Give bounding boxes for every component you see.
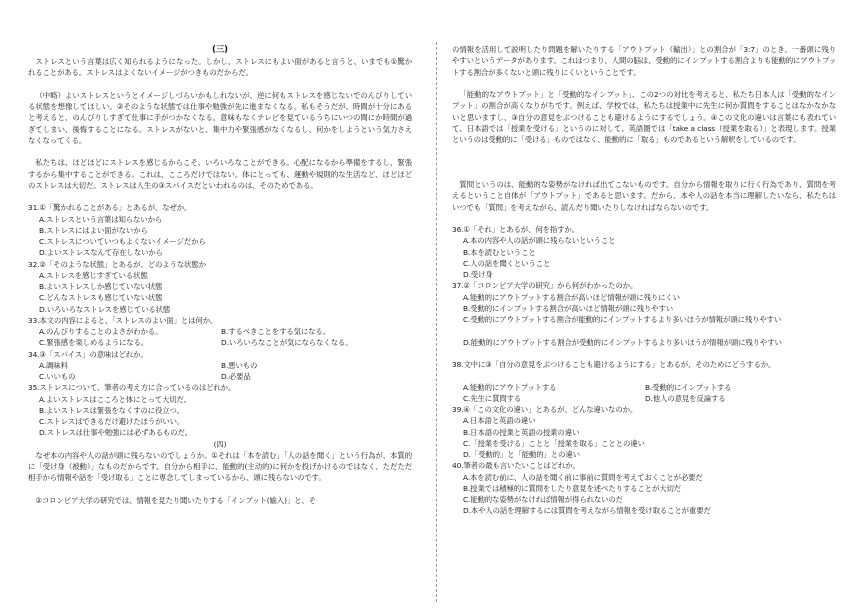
- passage-4-paragraph-2: ②コロンビア大学の研究では、情報を見たり聞いたりする「インプット(输入)」と、そ: [35, 495, 316, 505]
- question-33: 33.本文の内容によると、「ストレスのよい面」とは何か。: [28, 315, 218, 325]
- passage-3-paragraph-1: ストレスという言葉は広く知られるようになった。しかし、ストレスにもよい面があると言うと、いまでも①驚かれることがある。ストレスはよくないイメージがつきものだからだ。: [28, 57, 412, 78]
- q35-option-a[interactable]: A.よいストレスはこころと体にとって大切だ。: [39, 394, 192, 404]
- question-38: 38.文中に③「自分の意見をぶつけることも避けるようにする」とあるが、そのためにどうするか。: [452, 360, 776, 369]
- q34-option-b[interactable]: B.悪いもの: [221, 360, 258, 370]
- q31-option-d[interactable]: D.よいストレスなんて存在しないから: [39, 248, 163, 258]
- q32-option-b[interactable]: B.よいストレスしか感じていない状態: [39, 282, 163, 291]
- q35-option-b[interactable]: B.よいストレスは緊張をなくすのに役立つ。: [39, 405, 184, 415]
- q40-option-b[interactable]: B.授業では積極的に質問をしたり意見を述べたりすることが大切だ: [463, 483, 682, 493]
- q37-option-a[interactable]: A.能動的にアウトプットする割合が高いほど情報が頭に残りにくい: [463, 292, 680, 302]
- q34-options-row-1: [28, 360, 412, 371]
- q36-option-c[interactable]: C.人の話を聞くということ: [463, 258, 551, 268]
- q34-option-d[interactable]: D.必要品: [221, 372, 251, 381]
- left-column: [28, 44, 412, 506]
- q37-option-b[interactable]: B.受動的にインプットする割合が高いほど情報が頭に残りやすい: [463, 303, 674, 313]
- section-title-4: (四): [213, 439, 227, 449]
- q38-option-d[interactable]: D.他人の意見を反論する: [645, 393, 726, 403]
- passage-4-paragraph-3: 「能動的なアウトプット」と「受動的なインプット」、この2つの対比を考えると、私たち日本人は「受動的なインプット」の割合が高くなりがちです。例えば、学校では、私たちは授業中に先生に何か質問をすることはなかなかないと思いますし、③自分の意見をぶつけることも避けるようにするでしょう。④この文化の違いは言葉にも表れていて、日本語では「授業を受ける」というのに対して、英語圏では「take a class（授業を取る）」と表現します。授業というのは受動的に「受ける」ものではなく、能動的に「取る」ものであるという解釈をしているのです。: [452, 90, 836, 144]
- q31-option-c[interactable]: C.ストレスについていつもよくないイメージだから: [39, 237, 206, 246]
- q37-option-c[interactable]: C.受動的にアウトプットする割合が能動的にインプットするより多いほうが情報が頭に残りやすい: [463, 315, 782, 324]
- q33-options-row-1: [28, 326, 412, 337]
- q35-option-c[interactable]: C.ストレスはできるだけ避けたほうがいい。: [39, 417, 185, 426]
- q40-option-d[interactable]: D.本や人の話を理解するには質問を考えながら情報を受け取ることが重要だ: [463, 506, 711, 516]
- q38-options-row-1: [452, 382, 836, 393]
- question-32: 32.②「そのような状態」とあるが、どのような状態か: [28, 259, 206, 269]
- question-34: 34.③「スパイス」の意味はどれか。: [28, 349, 148, 359]
- question-40: 40.筆者の最も言いたいことはどれか。: [452, 461, 580, 471]
- q38-option-c[interactable]: C.先生に質問する: [463, 393, 522, 403]
- q38-options-row-2: [452, 393, 836, 404]
- question-31: 31.①「驚かれることがある」とあるが、なぜか。: [28, 203, 192, 213]
- q36-option-d[interactable]: D.受け身: [463, 270, 493, 279]
- q33-option-a[interactable]: A.のんびりすることのよさがわかる。: [39, 327, 163, 336]
- q34-options-row-2: [28, 371, 412, 382]
- q33-options-row-2: [28, 337, 412, 348]
- question-39: 39.④「この文化の違い」とあるが、どんな違いなのか。: [452, 405, 638, 414]
- q32-option-a[interactable]: A.ストレスを感じすぎている状態: [39, 270, 148, 280]
- q37-option-d[interactable]: D.能動的にアウトプットする割合が受動的にインプットするより多いほうが情報が頭に残りやすい: [463, 337, 782, 347]
- q40-option-a[interactable]: A.本を読む前に、人の話を聞く前に事前に質問を考えておくことが必要だ: [463, 472, 703, 482]
- q36-option-a[interactable]: A.本の内容や人の話が頭に残らないということ: [463, 236, 616, 246]
- q40-option-c[interactable]: C.能動的な姿勢がなければ情報が得られないのだ: [463, 495, 623, 504]
- passage-3-paragraph-2: （中略）よいストレスというとイメージしづらいかもしれないが、逆に何もストレスを感じないでのんびりしている状態を想像してほしい。②そのような状態では仕事や勉強が先に進まなくなる。私もそうだが、時間が十分にあると考えると、のんびりしすぎて仕事に手がつかなくなる。意味もなくテレビを見ているうちにいつの間にか時間が過ぎてしまい、後悔することになる。ストレスがないと、集中力や緊張感がなくなるし、何かをしようという気力さえなくなってくる。: [28, 90, 412, 145]
- question-35: 35.ストレスについて、筆者の考え方に合っているのはどれか。: [28, 383, 236, 393]
- q33-option-d[interactable]: D.いろいろなことが気にならなくなる。: [221, 338, 353, 348]
- right-column: [452, 44, 836, 517]
- q39-option-a[interactable]: A.日本語と英語の違い: [463, 416, 536, 426]
- q34-option-c[interactable]: C.いいもの: [39, 372, 76, 381]
- q32-option-c[interactable]: C.どんなストレスも感じていない状態: [39, 293, 163, 303]
- q31-option-a[interactable]: A.ストレスという言葉は知らないから: [39, 214, 163, 224]
- q39-option-b[interactable]: B.日本語の授業と英語の授業の違い: [463, 427, 580, 437]
- q35-option-d[interactable]: D.ストレスは仕事や勉強には必ずあるものだ。: [39, 428, 192, 438]
- passage-4-paragraph-4: 質問というのは、能動的な姿勢がなければ出てこないものです。自分から情報を取りに行く行為であり、質問を考えるということ自体が「アウトプット」であると思います。だから、本や人の話を本当に理解したいなら、私たちはいつでも「質問」を考えながら、読んだり聞いたりしなければならないのです。: [452, 180, 836, 212]
- passage-4-paragraph-1: なぜ本の内容や人の話が頭に残らないのでしょうか。①それは「本を読む」「人の話を聞く」という行為が、本質的に「受け身（被動）」なものだからです。自分から相手に、能動的(主动的)に何かを投げかけるのではなく、ただただ相手から情報や話を「受け取る」ことに専念してしまっているから、頭に残らないのです。: [28, 450, 412, 483]
- passage-3-paragraph-3: 私たちは、ほどほどにストレスを感じるからこそ、いろいろなことができる。心配になるから準備をするし、緊張するから集中することができる。これは、こころだけではない。体にとっても、運動や規則的な生活など、ほどほどのストレスは大切だ。ストレスは人生の③スパイスだといわれるのは、そのためである。: [28, 158, 412, 190]
- q38-option-a[interactable]: A.能動的にアウトプットする: [463, 382, 557, 392]
- column-divider: [436, 42, 437, 602]
- q39-option-c[interactable]: C.「授業を受ける」ことと「授業を取る」こととの違い: [463, 438, 645, 448]
- q31-option-b[interactable]: B.ストレスにはよい面がないから: [39, 225, 148, 235]
- q36-option-b[interactable]: B.本を読むということ: [463, 247, 536, 257]
- passage-4-paragraph-2-cont: の情報を活用して説明したり問題を解いたりする「アウトプット（輸出）」との割合が「3:7」のとき、一番頭に残りやすいというデータがあります。これはつまり、人間の脳は、受動的にインプットする割合よりも能動的にアウトプットする割合が多くないと頭に残りにくいということです。: [452, 45, 836, 77]
- q39-option-d[interactable]: D.「受動的」と「能動的」との違い: [463, 450, 580, 459]
- question-37: 37.②「コロンビア大学の研究」から何がわかったのか。: [452, 281, 638, 291]
- question-36: 36.①「それ」とあるが、何を指すか。: [452, 225, 579, 234]
- q33-option-c[interactable]: C.緊張感を楽しめるようになる。: [39, 338, 149, 348]
- q34-option-a[interactable]: A.調味料: [39, 360, 68, 370]
- q32-option-d[interactable]: D.いろいろなストレスを感じている状態: [39, 304, 171, 314]
- q38-option-b[interactable]: B.受動的にインプットする: [645, 382, 732, 392]
- section-title-3: (三): [212, 45, 228, 55]
- q33-option-b[interactable]: B.するべきことをする気になる。: [221, 327, 330, 336]
